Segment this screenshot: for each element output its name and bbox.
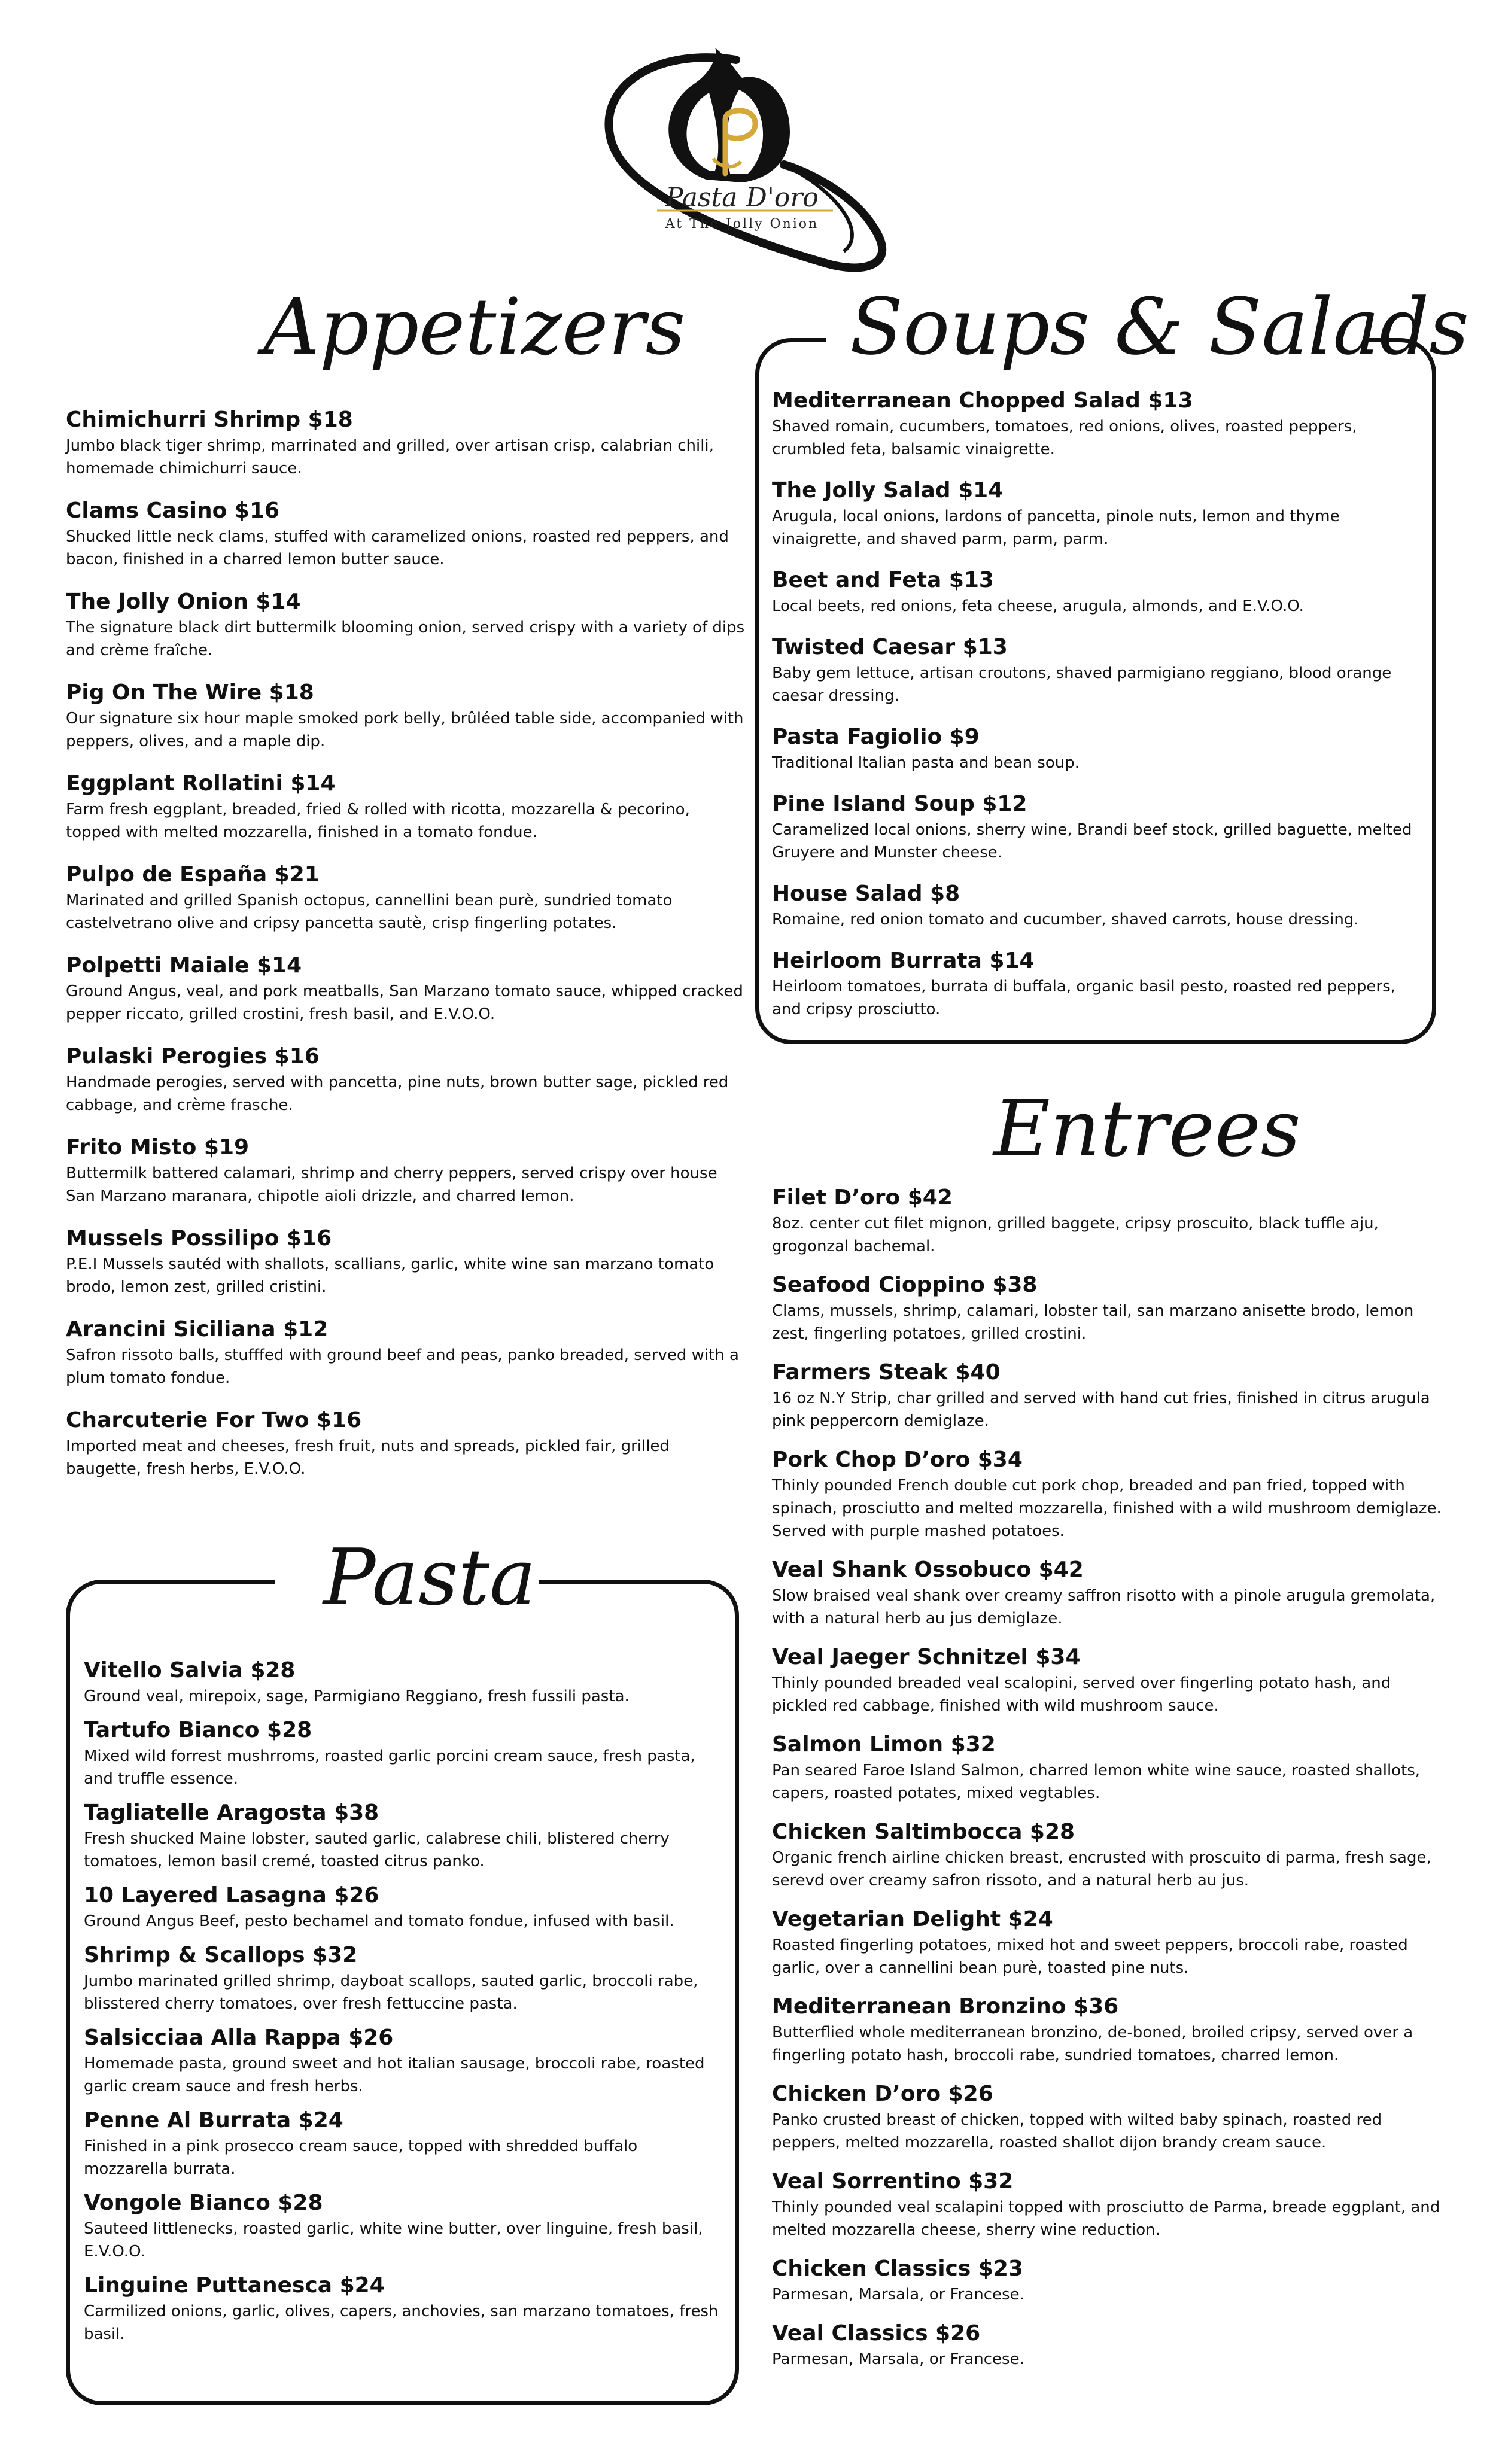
menu-item xyxy=(66,1407,748,1480)
menu-item-description: Clams, mussels, shrimp, calamari, lobster tail, san marzano anisette brodo, lemon zest, fingerling potatoes, grilled crostini. xyxy=(772,1302,1414,1343)
menu-item xyxy=(84,1657,724,1708)
menu-item-name: Pulaski Perogies $16 xyxy=(66,1044,320,1069)
menu-item-description: Traditional Italian pasta and bean soup. xyxy=(772,754,1080,772)
menu-item xyxy=(772,1994,1448,2067)
menu-item-name: Frito Misto $19 xyxy=(66,1135,250,1160)
menu-item-name: Veal Classics $26 xyxy=(772,2321,981,2346)
menu-item-description: Our signature six hour maple smoked pork belly, brûléed table side, accompanied with peppers, olives, and a maple dip. xyxy=(66,710,744,750)
menu-item-description: Shucked little neck clams, stuffed with caramelized onions, roasted red peppers, and bacon, finished in a charred lemon butter sauce. xyxy=(66,528,729,568)
menu-item-description: Handmade perogies, served with pancetta, pine nuts, brown butter sage, pickled red cabbage, and crème frasche. xyxy=(66,1073,729,1114)
menu-item-description: Ground Angus, veal, and pork meatballs, San Marzano tomato sauce, whipped cracked pepper riccato, grilled crostini, fresh basil, and E.V.O.O. xyxy=(66,982,743,1023)
menu-item-description: Jumbo marinated grilled shrimp, dayboat scallops, sauted garlic, broccoli rabe, blisstered cherry tomatoes, over fresh fettuccine pasta. xyxy=(84,1972,698,2013)
menu-item-description: Local beets, red onions, feta cheese, arugula, almonds, and E.V.O.O. xyxy=(772,597,1304,615)
menu-item-name: The Jolly Salad $14 xyxy=(772,478,1004,503)
menu-item xyxy=(84,2107,724,2180)
menu-item-description: Parmesan, Marsala, or Francese. xyxy=(772,2286,1024,2304)
menu-item xyxy=(772,881,1424,931)
menu-item-name: House Salad $8 xyxy=(772,881,960,906)
menu-item-description: Organic french airline chicken breast, encrusted with proscuito di parma, fresh sage, serevd over creamy safron rissoto, and a natural herb au jus. xyxy=(772,1849,1431,1890)
restaurant-logo xyxy=(586,36,898,299)
brand-name: Pasta D'oro xyxy=(665,182,819,213)
menu-item xyxy=(772,1185,1448,1258)
menu-item xyxy=(772,634,1424,707)
menu-item xyxy=(772,567,1424,617)
menu-item-name: 10 Layered Lasagna $26 xyxy=(84,1883,379,1908)
soups-salads-list xyxy=(772,388,1424,1038)
menu-item-name: Chicken Classics $23 xyxy=(772,2256,1023,2281)
menu-item-name: Twisted Caesar $13 xyxy=(772,635,1008,659)
menu-item-description: Thinly pounded veal scalapini topped with prosciutto de Parma, breade eggplant, and melted mozzarella cheese, sherry wine reduction. xyxy=(772,2198,1440,2239)
menu-item-description: 16 oz N.Y Strip, char grilled and served with hand cut fries, finished in citrus arugula pink peppercorn demiglaze. xyxy=(772,1389,1430,1430)
menu-item-description: Caramelized local onions, sherry wine, Brandi beef stock, grilled baguette, melted Gruyere and Munster cheese. xyxy=(772,821,1412,862)
menu-item xyxy=(772,1272,1448,1345)
menu-item xyxy=(772,1447,1448,1543)
menu-item-name: Salsicciaa Alla Rappa $26 xyxy=(84,2025,394,2050)
menu-item-name: Farmers Steak $40 xyxy=(772,1360,1001,1385)
menu-item-name: Pig On The Wire $18 xyxy=(66,680,314,705)
menu-item-description: Baby gem lettuce, artisan croutons, shaved parmigiano reggiano, blood orange caesar dressing. xyxy=(772,664,1392,705)
menu-item-name: Filet D’oro $42 xyxy=(772,1185,953,1210)
menu-item-name: Vegetarian Delight $24 xyxy=(772,1907,1053,1931)
menu-item-name: Seafood Cioppino $38 xyxy=(772,1273,1038,1297)
menu-item-description: Jumbo black tiger shrimp, marrinated and grilled, over artisan crisp, calabrian chili, homemade chimichurri sauce. xyxy=(66,437,714,477)
menu-item-name: Pine Island Soup $12 xyxy=(772,792,1027,816)
menu-item-name: Pulpo de España $21 xyxy=(66,862,320,887)
menu-item-description: Marinated and grilled Spanish octopus, cannellini bean purè, sundried tomato castelvetrano olive and cripsy pancetta sautè, crisp fingerling potates. xyxy=(66,892,673,932)
menu-item-description: Panko crusted breast of chicken, topped with wilted baby spinach, roasted red peppers, melted mozzarella, roasted shallot dijon brandy cream sauce. xyxy=(772,2111,1382,2152)
menu-item-name: Chimichurri Shrimp $18 xyxy=(66,407,353,432)
menu-item-name: Charcuterie For Two $16 xyxy=(66,1408,362,1432)
menu-item xyxy=(66,1134,748,1207)
menu-item-description: Farm fresh eggplant, breaded, fried & rolled with ricotta, mozzarella & pecorino, topped with melted mozzarella, finished in a tomato fondue. xyxy=(66,801,690,841)
menu-item-description: Butterflied whole mediterranean bronzino, de-boned, broiled cripsy, served over a fingerling potato hash, broccoli rabe, sundried tomatoes, charred lemon. xyxy=(772,2024,1413,2064)
menu-item xyxy=(772,2256,1448,2306)
menu-item xyxy=(66,1225,748,1298)
soups-salads-title: Soups & Salads xyxy=(850,281,1469,372)
menu-item-description: Sauteed littlenecks, roasted garlic, white wine butter, over linguine, fresh basil, E.V.O.O. xyxy=(84,2220,703,2261)
menu-item-description: Arugula, local onions, lardons of pancetta, pinole nuts, lemon and thyme vinaigrette, and shaved parm, parm, parm. xyxy=(772,507,1340,548)
menu-item xyxy=(84,1882,724,1933)
menu-item-description: Mixed wild forrest mushrroms, roasted garlic porcini cream sauce, fresh pasta, and truffle essence. xyxy=(84,1747,695,1788)
menu-item-description: Heirloom tomatoes, burrata di buffala, organic basil pesto, roasted red peppers, and cripsy prosciutto. xyxy=(772,978,1395,1018)
menu-item xyxy=(772,1906,1448,1979)
menu-item-description: Homemade pasta, ground sweet and hot italian sausage, broccoli rabe, roasted garlic cream sauce and fresh herbs. xyxy=(84,2055,705,2095)
menu-item xyxy=(84,1800,724,1873)
menu-item-name: Eggplant Rollatini $14 xyxy=(66,771,336,796)
menu-item-name: Clams Casino $16 xyxy=(66,498,280,523)
menu-item xyxy=(84,2190,724,2263)
menu-item-description: Carmilized onions, garlic, olives, capers, anchovies, san marzano tomatoes, fresh basil. xyxy=(84,2302,719,2343)
menu-item xyxy=(66,680,748,753)
menu-item xyxy=(66,407,748,480)
menu-item xyxy=(772,388,1424,461)
menu-item xyxy=(772,1732,1448,1805)
menu-item-name: Beet and Feta $13 xyxy=(772,568,994,592)
menu-item-description: Fresh shucked Maine lobster, sauted garlic, calabrese chili, blistered cherry tomatoes, lemon basil cremé, toasted citrus panko. xyxy=(84,1830,670,1870)
menu-item-description: P.E.I Mussels sautéd with shallots, scallians, garlic, white wine san marzano tomato brodo, lemon zest, grilled cristini. xyxy=(66,1255,714,1296)
menu-item-description: Slow braised veal shank over creamy saffron risotto with a pinole arugula gremolata, with a natural herb au jus demiglaze. xyxy=(772,1587,1436,1628)
menu-item xyxy=(66,771,748,844)
menu-item-name: Linguine Puttanesca $24 xyxy=(84,2273,385,2298)
menu-item-name: Pork Chop D’oro $34 xyxy=(772,1447,1023,1472)
menu-item-description: Pan seared Faroe Island Salmon, charred lemon white wine sauce, roasted shallots, capers, roasted potates, mixed vegtables. xyxy=(772,1762,1421,1802)
menu-item xyxy=(66,862,748,935)
menu-item-description: Ground veal, mirepoix, sage, Parmigiano Reggiano, fresh fussili pasta. xyxy=(84,1687,630,1705)
menu-item-name: Arancini Siciliana $12 xyxy=(66,1317,329,1341)
menu-item xyxy=(772,2320,1448,2371)
menu-item-name: The Jolly Onion $14 xyxy=(66,589,301,614)
menu-item-description: Imported meat and cheeses, fresh fruit, nuts and spreads, pickled fair, grilled baugette, fresh herbs, E.V.O.O. xyxy=(66,1437,670,1478)
menu-item-name: Mussels Possilipo $16 xyxy=(66,1226,332,1251)
menu-item-name: Chicken D’oro $26 xyxy=(772,2082,993,2106)
menu-item-name: Veal Sorrentino $32 xyxy=(772,2169,1014,2194)
pasta-list xyxy=(84,1657,724,2355)
brand-tagline: At The Jolly Onion xyxy=(665,217,819,232)
menu-item xyxy=(66,953,748,1026)
menu-item xyxy=(772,1819,1448,1892)
menu-item xyxy=(84,2025,724,2098)
menu-item-name: Tartufo Bianco $28 xyxy=(84,1718,312,1742)
menu-item-name: Mediterranean Chopped Salad $13 xyxy=(772,388,1193,413)
pasta-title: Pasta xyxy=(323,1532,536,1623)
menu-item xyxy=(772,2081,1448,2154)
menu-item-description: Roasted fingerling potatoes, mixed hot and sweet peppers, broccoli rabe, roasted garlic, over a cannellini bean purè, toasted pine nuts. xyxy=(772,1936,1408,1977)
menu-item-name: Pasta Fagiolio $9 xyxy=(772,725,980,749)
menu-item-description: Safron rissoto balls, stufffed with ground beef and peas, panko breaded, served with a plum tomato fondue. xyxy=(66,1346,739,1387)
menu-item xyxy=(84,1942,724,2015)
entrees-list xyxy=(772,1185,1448,2385)
menu-item-name: Vitello Salvia $28 xyxy=(84,1658,296,1683)
menu-item-name: Salmon Limon $32 xyxy=(772,1732,996,1757)
menu-item-description: Thinly pounded French double cut pork chop, breaded and pan fried, topped with spinach, prosciutto and melted mozzarella, finished with a wild mushroom demiglaze. Served with purple mashed potatoes. xyxy=(772,1477,1442,1540)
menu-item-description: The signature black dirt buttermilk blooming onion, served crispy with a variety of dips and crème fraîche. xyxy=(66,619,745,659)
menu-item-name: Heirloom Burrata $14 xyxy=(772,948,1035,973)
menu-item xyxy=(66,589,748,662)
menu-item-description: Thinly pounded breaded veal scalopini, served over fingerling potato hash, and pickled red cabbage, finished with wild mushroom sauce. xyxy=(772,1674,1391,1715)
menu-item xyxy=(66,1316,748,1389)
menu-item xyxy=(772,1359,1448,1432)
menu-item-description: Shaved romain, cucumbers, tomatoes, red onions, olives, roasted peppers, crumbled feta, balsamic vinaigrette. xyxy=(772,418,1357,458)
menu-item xyxy=(772,948,1424,1021)
onion-logo-icon xyxy=(586,36,898,299)
menu-item-name: Mediterranean Bronzino $36 xyxy=(772,1994,1119,2019)
menu-item-description: Parmesan, Marsala, or Francese. xyxy=(772,2350,1024,2368)
menu-item-name: Polpetti Maiale $14 xyxy=(66,953,302,978)
menu-item-name: Chicken Saltimbocca $28 xyxy=(772,1820,1075,1844)
menu-item xyxy=(84,1717,724,1790)
menu-item-description: 8oz. center cut filet mignon, grilled baggete, cripsy proscuito, black tuffle aju, grogonzal bachemal. xyxy=(772,1215,1379,1255)
menu-item-name: Veal Shank Ossobuco $42 xyxy=(772,1558,1084,1582)
menu-item-name: Tagliatelle Aragosta $38 xyxy=(84,1800,379,1825)
menu-item xyxy=(66,498,748,571)
entrees-title: Entrees xyxy=(993,1083,1301,1174)
menu-item-description: Buttermilk battered calamari, shrimp and cherry peppers, served crispy over house San Marzano maranara, chipotle aioli drizzle, and charred lemon. xyxy=(66,1164,717,1205)
menu-item xyxy=(84,2273,724,2346)
menu-item xyxy=(772,477,1424,550)
menu-item-name: Veal Jaeger Schnitzel $34 xyxy=(772,1645,1081,1669)
menu-item xyxy=(772,724,1424,774)
menu-item-description: Finished in a pink prosecco cream sauce, topped with shredded buffalo mozzarella burrata. xyxy=(84,2137,638,2178)
appetizers-title: Appetizers xyxy=(263,281,686,372)
menu-item-description: Romaine, red onion tomato and cucumber, shaved carrots, house dressing. xyxy=(772,911,1359,929)
menu-item-description: Ground Angus Beef, pesto bechamel and tomato fondue, infused with basil. xyxy=(84,1912,674,1930)
menu-item xyxy=(772,2168,1448,2241)
menu-item xyxy=(66,1044,748,1117)
menu-item-name: Penne Al Burrata $24 xyxy=(84,2108,343,2133)
appetizers-list xyxy=(66,407,748,1498)
menu-item-name: Vongole Bianco $28 xyxy=(84,2191,323,2215)
menu-item xyxy=(772,1557,1448,1630)
menu-item xyxy=(772,791,1424,864)
menu-item xyxy=(772,1644,1448,1717)
menu-item-name: Shrimp & Scallops $32 xyxy=(84,1943,358,1967)
